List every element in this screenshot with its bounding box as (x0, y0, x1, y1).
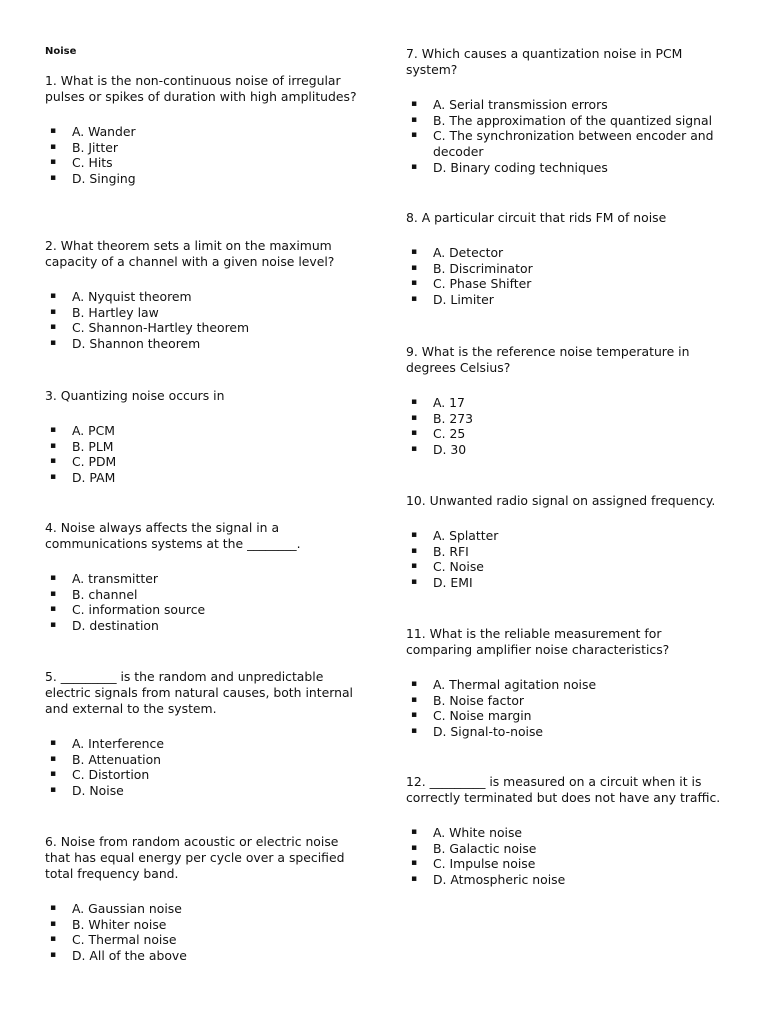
option-item (406, 160, 726, 176)
option-item (45, 752, 365, 768)
bullet-icon: ▪ (50, 588, 57, 599)
option-list (406, 97, 726, 176)
option-label: A. Gaussian noise (72, 901, 182, 916)
bullet-icon: ▪ (50, 291, 57, 301)
bullet-icon: ▪ (411, 412, 418, 423)
question-text: 10. Unwanted radio signal on assigned frequency. (406, 493, 716, 508)
option-item (45, 155, 365, 171)
option-label: C. The synchronization between encoder and decoder (433, 128, 714, 160)
question-text: 2. What theorem sets a limit on the maximum capacity of a channel with a given noise level? (45, 238, 335, 269)
option-item (45, 571, 365, 587)
bullet-icon: ▪ (411, 694, 418, 705)
bullet-icon: ▪ (411, 247, 418, 257)
option-label: D. Limiter (433, 292, 494, 308)
bullet-icon: ▪ (50, 785, 57, 796)
option-item (45, 618, 365, 634)
option-item (406, 693, 726, 709)
option-item (45, 336, 365, 352)
option-list (406, 528, 726, 591)
bullet-icon: ▪ (411, 428, 418, 439)
option-label: B. channel (72, 586, 138, 602)
option-label: C. Hits (72, 155, 113, 171)
bullet-icon: ▪ (50, 126, 57, 136)
option-item (406, 841, 726, 857)
bullet-icon: ▪ (411, 444, 418, 455)
option-label: C. Distortion (72, 767, 150, 783)
option-label: B. Noise factor (433, 692, 524, 708)
option-label: C. Thermal noise (72, 932, 177, 948)
bullet-icon: ▪ (411, 545, 418, 556)
question-text: 5. _________ is the random and unpredictable electric signals from natural causes, both internal and external to the system. (45, 669, 353, 716)
option-label: A. Detector (433, 245, 504, 260)
option-label: C. information source (72, 602, 206, 618)
option-item (406, 724, 726, 740)
option-item (406, 261, 726, 277)
option-item (406, 276, 726, 292)
bullet-icon: ▪ (411, 397, 418, 407)
bullet-icon: ▪ (411, 161, 418, 172)
option-item (45, 124, 365, 140)
option-item (406, 97, 726, 113)
option-label: C. Impulse noise (433, 856, 536, 872)
option-item (45, 783, 365, 799)
question-text: 6. Noise from random acoustic or electric noise that has equal energy per cycle over a specified total frequency band. (45, 834, 345, 881)
option-label: A. transmitter (72, 571, 158, 586)
bullet-icon: ▪ (50, 604, 57, 615)
option-label: A. Nyquist theorem (72, 289, 192, 304)
bullet-icon: ▪ (411, 130, 418, 141)
question-text: 7. Which causes a quantization noise in PCM system? (406, 46, 683, 77)
bullet-icon: ▪ (411, 577, 418, 588)
bullet-icon: ▪ (411, 726, 418, 737)
bullet-icon: ▪ (411, 858, 418, 869)
option-list (45, 423, 365, 486)
option-item (406, 292, 726, 308)
bullet-icon: ▪ (50, 322, 57, 333)
option-label: A. 17 (433, 395, 465, 410)
question-5 (45, 669, 365, 799)
option-label: A. White noise (433, 825, 523, 840)
bullet-icon: ▪ (50, 918, 57, 929)
option-item (406, 575, 726, 591)
option-label: A. PCM (72, 423, 115, 438)
question-9 (406, 344, 726, 458)
option-item (45, 736, 365, 752)
option-list (45, 289, 365, 352)
option-label: D. destination (72, 618, 159, 634)
option-label: D. Singing (72, 171, 136, 187)
bullet-icon: ▪ (50, 573, 57, 583)
bullet-icon: ▪ (50, 769, 57, 780)
option-label: C. Noise (433, 559, 484, 575)
option-item (406, 825, 726, 841)
option-label: A. Thermal agitation noise (433, 677, 597, 692)
option-item (406, 113, 726, 129)
option-item (45, 289, 365, 305)
option-list (45, 571, 365, 634)
option-item (406, 544, 726, 560)
question-8 (406, 210, 726, 308)
question-3 (45, 388, 365, 486)
option-list (406, 825, 726, 888)
bullet-icon: ▪ (411, 842, 418, 853)
option-item (45, 305, 365, 321)
option-label: C. Phase Shifter (433, 276, 532, 292)
bullet-icon: ▪ (50, 306, 57, 317)
bullet-icon: ▪ (411, 874, 418, 885)
option-item (406, 442, 726, 458)
option-item (406, 856, 726, 872)
option-label: B. Jitter (72, 139, 118, 155)
option-label: D. Shannon theorem (72, 336, 201, 352)
option-label: B. 273 (433, 410, 474, 426)
option-label: B. The approximation of the quantized signal (433, 112, 713, 128)
bullet-icon: ▪ (411, 262, 418, 273)
bullet-icon: ▪ (411, 114, 418, 125)
bullet-icon: ▪ (411, 278, 418, 289)
option-label: B. Hartley law (72, 304, 159, 320)
bullet-icon: ▪ (50, 425, 57, 435)
option-label: C. 25 (433, 426, 466, 442)
option-label: A. Splatter (433, 528, 499, 543)
option-list (406, 677, 726, 740)
bullet-icon: ▪ (50, 753, 57, 764)
bullet-icon: ▪ (411, 710, 418, 721)
question-text: 1. What is the non-continuous noise of irregular pulses or spikes of duration with high amplitudes? (45, 73, 357, 104)
option-label: C. Shannon-Hartley theorem (72, 320, 250, 336)
option-item (406, 677, 726, 693)
bullet-icon: ▪ (50, 338, 57, 349)
question-10 (406, 493, 726, 591)
bullet-icon: ▪ (50, 738, 57, 748)
option-label: A. Serial transmission errors (433, 97, 608, 112)
option-item (406, 128, 726, 159)
bullet-icon: ▪ (411, 530, 418, 540)
option-label: C. PDM (72, 454, 117, 470)
bullet-icon: ▪ (50, 157, 57, 168)
bullet-icon: ▪ (50, 173, 57, 184)
question-4 (45, 520, 365, 634)
option-list (45, 901, 365, 964)
option-label: A. Interference (72, 736, 164, 751)
bullet-icon: ▪ (50, 950, 57, 961)
question-text: 8. A particular circuit that rids FM of noise (406, 210, 667, 225)
option-label: B. RFI (433, 543, 469, 559)
option-item (406, 559, 726, 575)
bullet-icon: ▪ (50, 456, 57, 467)
option-item (45, 917, 365, 933)
bullet-icon: ▪ (50, 934, 57, 945)
option-label: D. All of the above (72, 948, 187, 964)
option-label: D. Signal-to-noise (433, 724, 544, 740)
option-item (406, 411, 726, 427)
option-label: B. Attenuation (72, 751, 162, 767)
bullet-icon: ▪ (50, 472, 57, 483)
option-label: B. PLM (72, 438, 114, 454)
bullet-icon: ▪ (411, 679, 418, 689)
option-item (406, 708, 726, 724)
option-item (45, 948, 365, 964)
bullet-icon: ▪ (411, 561, 418, 572)
option-list (45, 736, 365, 799)
option-label: C. Noise margin (433, 708, 532, 724)
option-item (45, 767, 365, 783)
option-list (406, 245, 726, 308)
question-2 (45, 238, 365, 352)
question-6 (45, 834, 365, 964)
option-label: D. PAM (72, 470, 116, 486)
question-11 (406, 626, 726, 740)
option-label: D. Atmospheric noise (433, 872, 566, 888)
option-label: D. Noise (72, 783, 124, 799)
option-item (45, 140, 365, 156)
option-item (406, 528, 726, 544)
option-label: B. Discriminator (433, 260, 533, 276)
option-item (45, 439, 365, 455)
option-item (45, 587, 365, 603)
question-12 (406, 774, 726, 888)
question-1 (45, 73, 365, 187)
option-item (45, 171, 365, 187)
option-item (45, 602, 365, 618)
bullet-icon: ▪ (411, 99, 418, 109)
question-text: 4. Noise always affects the signal in a communications systems at the ________. (45, 520, 301, 551)
option-item (406, 395, 726, 411)
bullet-icon: ▪ (50, 141, 57, 152)
option-label: B. Whiter noise (72, 916, 167, 932)
question-7 (406, 46, 726, 176)
question-text: 3. Quantizing noise occurs in (45, 388, 225, 403)
option-label: B. Galactic noise (433, 840, 537, 856)
option-item (45, 423, 365, 439)
bullet-icon: ▪ (50, 440, 57, 451)
bullet-icon: ▪ (50, 903, 57, 913)
question-text: 12. _________ is measured on a circuit when it is correctly terminated but does not have any traffic. (406, 774, 721, 805)
question-text: 11. What is the reliable measurement for comparing amplifier noise characteristics? (406, 626, 670, 657)
option-label: A. Wander (72, 124, 136, 139)
option-label: D. Binary coding techniques (433, 159, 608, 175)
option-item (45, 320, 365, 336)
bullet-icon: ▪ (411, 827, 418, 837)
option-list (406, 395, 726, 458)
bullet-icon: ▪ (411, 294, 418, 305)
option-item (45, 454, 365, 470)
option-item (45, 470, 365, 486)
bullet-icon: ▪ (50, 620, 57, 631)
option-item (406, 245, 726, 261)
document-title: Noise (45, 46, 77, 57)
option-item (406, 872, 726, 888)
question-text: 9. What is the reference noise temperature in degrees Celsius? (406, 344, 690, 375)
option-item (45, 901, 365, 917)
option-item (45, 932, 365, 948)
option-label: D. 30 (433, 442, 467, 458)
option-list (45, 124, 365, 187)
option-label: D. EMI (433, 575, 473, 591)
option-item (406, 426, 726, 442)
